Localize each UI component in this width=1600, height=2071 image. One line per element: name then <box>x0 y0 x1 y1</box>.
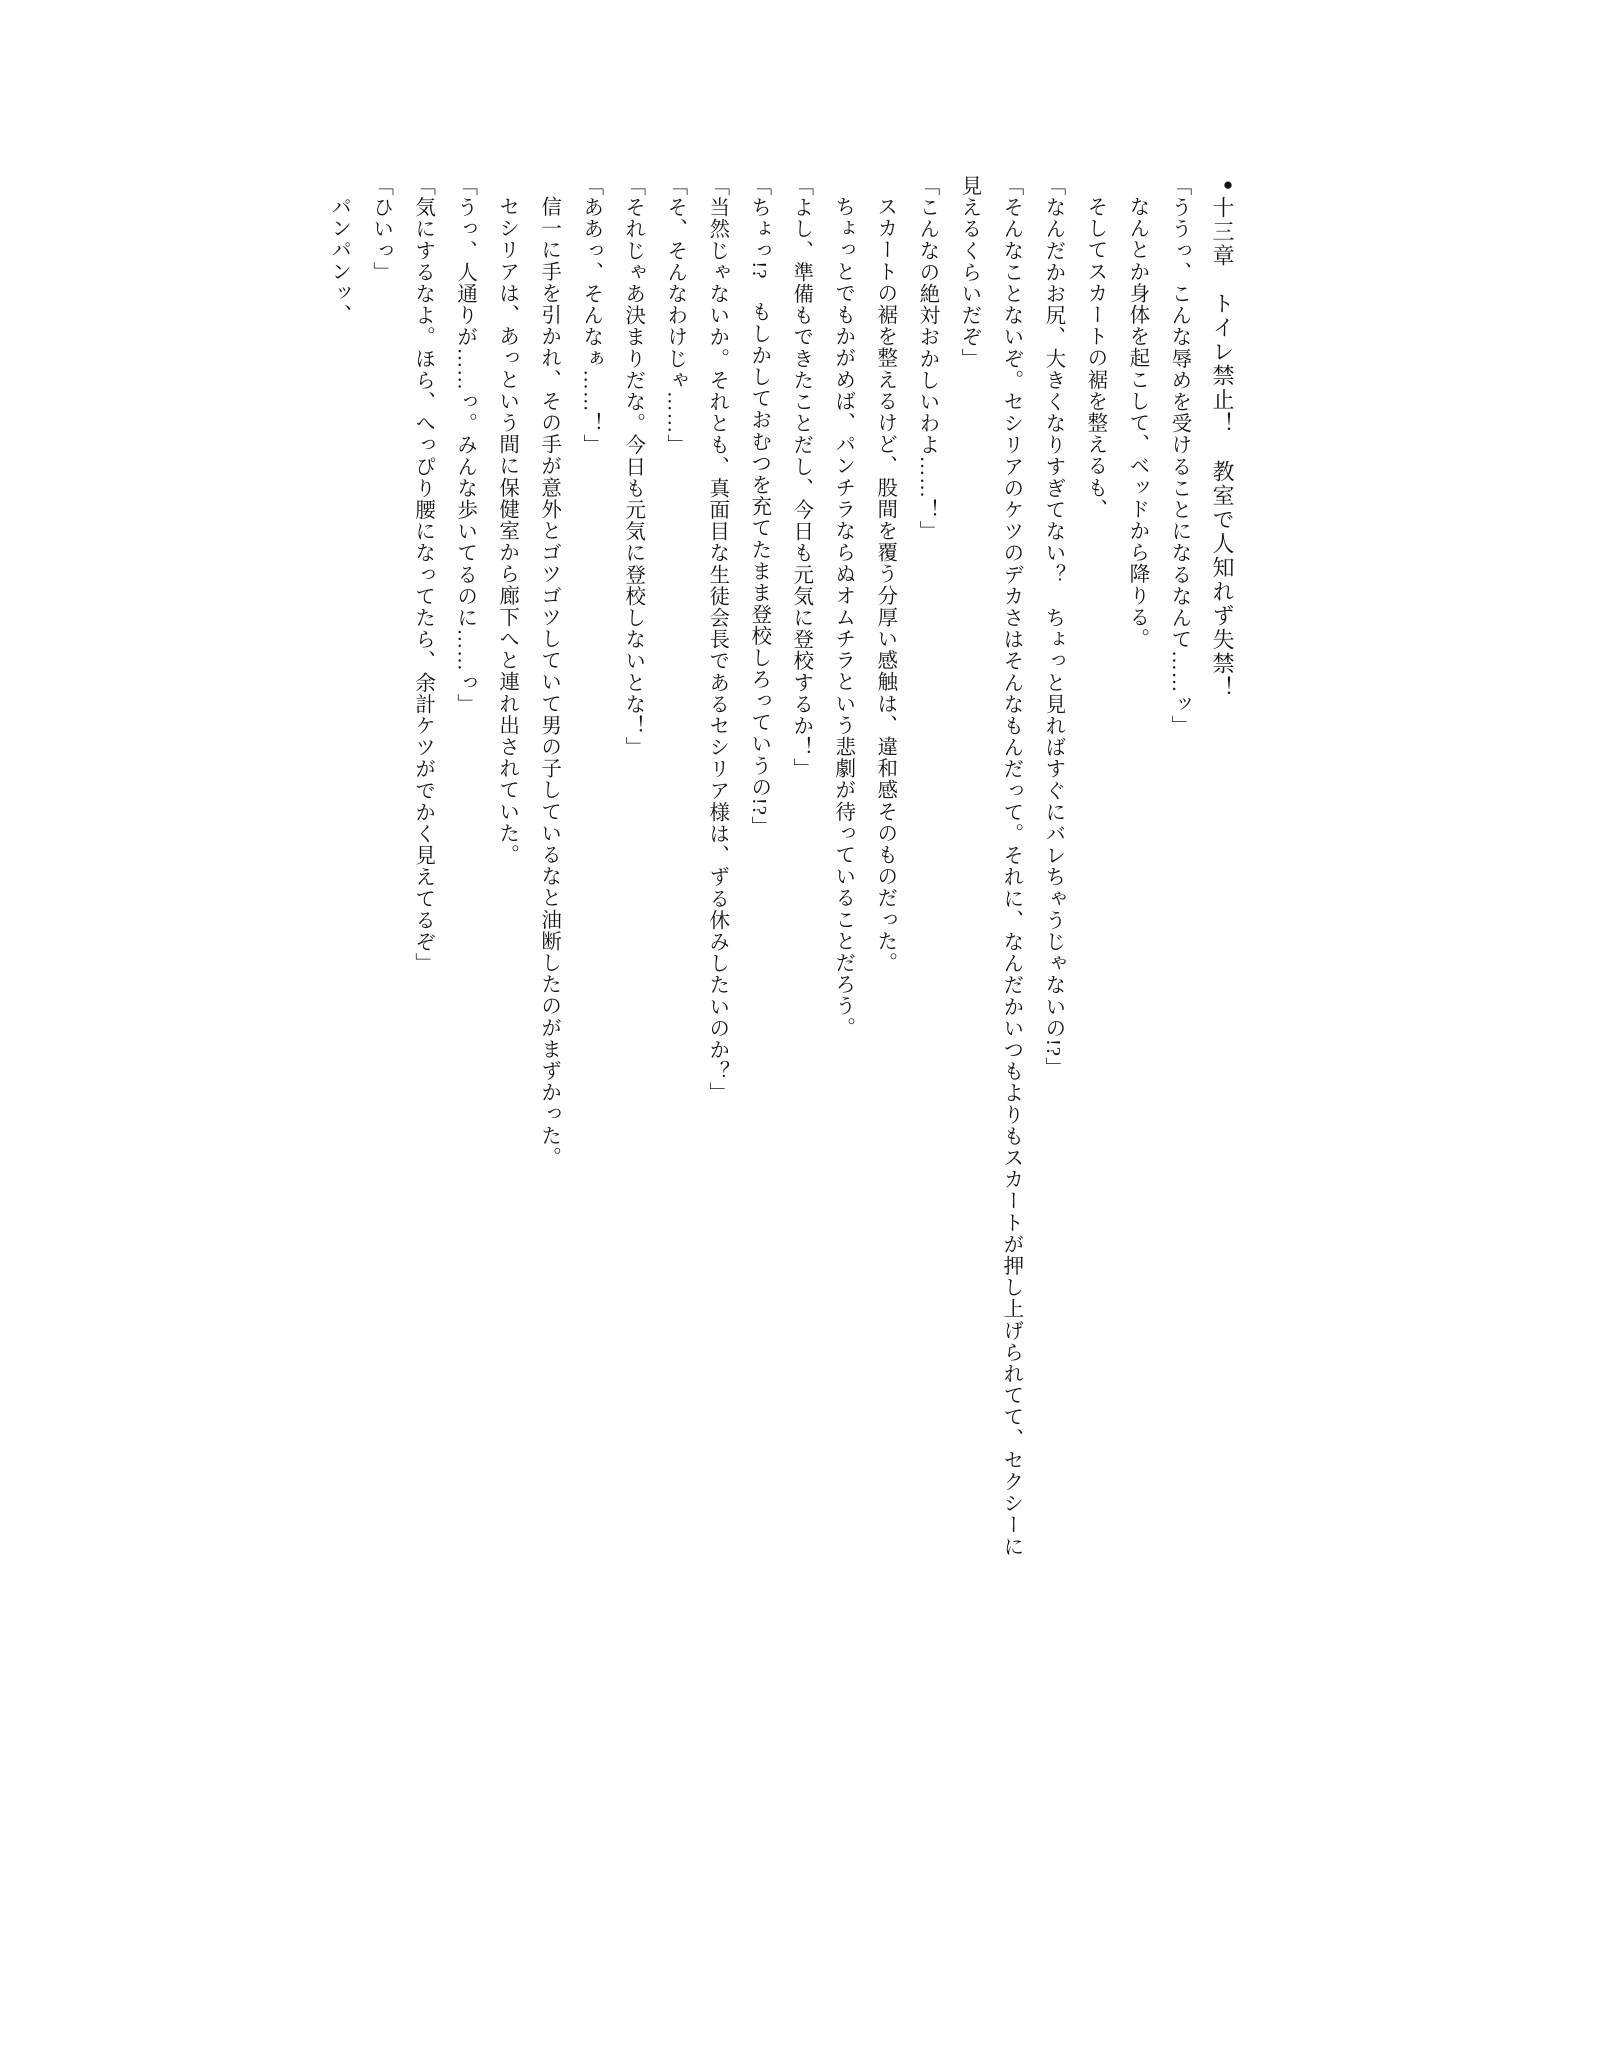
paragraph: 「こんなの絶対おかしいわよ……！」 <box>915 175 938 543</box>
paragraph: 「ううっ、こんな辱めを受けることになるなんて……ッ」 <box>1167 175 1190 737</box>
paragraph: パンパンッ、 <box>327 195 350 326</box>
paragraph: 「気にするなよ。ほら、へっぴり腰になってたら、余計ケツがでかく見えてるぞ」 <box>411 175 434 975</box>
paragraph: セシリアは、あっという間に保健室から廊下へと連れ出されていた。 <box>495 195 518 866</box>
vertical-text-body <box>245 175 1245 1575</box>
chapter-heading <box>1200 175 1245 1533</box>
paragraph: 信一に手を引かれ、その手が意外とゴツゴツしていて男の子しているなと油断したのがまずかった。 <box>537 195 560 1168</box>
paragraph: 「ちょっ!? もしかしておむつを充てたまま登校しろっていうの!?」 <box>747 175 770 838</box>
paragraph: 「ひいっ」 <box>369 175 392 283</box>
paragraph: スカートの裾を整えるけど、股間を覆う分厚い感触は、違和感そのものだった。 <box>873 195 896 974</box>
paragraph: なんとか身体を起こして、ベッドから降りる。 <box>1125 195 1148 650</box>
paragraph: 「ああっ、そんなぁ……！」 <box>579 175 602 456</box>
paragraph: 「当然じゃないか。それとも、真面目な生徒会長であるセシリア様は、ずる休みしたいのか？」 <box>705 175 728 1104</box>
bullet-icon: ● <box>1218 175 1238 196</box>
paragraph: 「それじゃあ決まりだな。今日も元気に登校しないとな！」 <box>621 175 644 759</box>
chapter-heading-text: 十三章 トイレ禁止！ 教室で人知れず失禁！ <box>1210 196 1235 700</box>
paragraph: 「そ、そんなわけじゃ……」 <box>663 175 686 456</box>
paragraph: 「なんだかお尻、大きくなりすぎてない？ ちょっと見ればすぐにバレちゃうじゃないの!?」 <box>1041 175 1064 1079</box>
paragraph: 「よし、準備もできたことだし、今日も元気に登校するか！」 <box>789 175 812 780</box>
paragraph: 「うっ、人通りが……っ。みんな歩いてるのに……っ」 <box>453 175 476 715</box>
paragraph: ちょっとでもかがめば、パンチラならぬオムチラという悲劇が待っていることだろう。 <box>831 195 854 1038</box>
paragraph: 「そんなことないぞ。セシリアのケツのデカさはそんなもんだって。それに、なんだかいつもよりもスカートが押し上げられてて、セクシーに見えるくらいだぞ」 <box>957 175 1022 1558</box>
paragraph: そしてスカートの裾を整えるも、 <box>1083 195 1106 520</box>
